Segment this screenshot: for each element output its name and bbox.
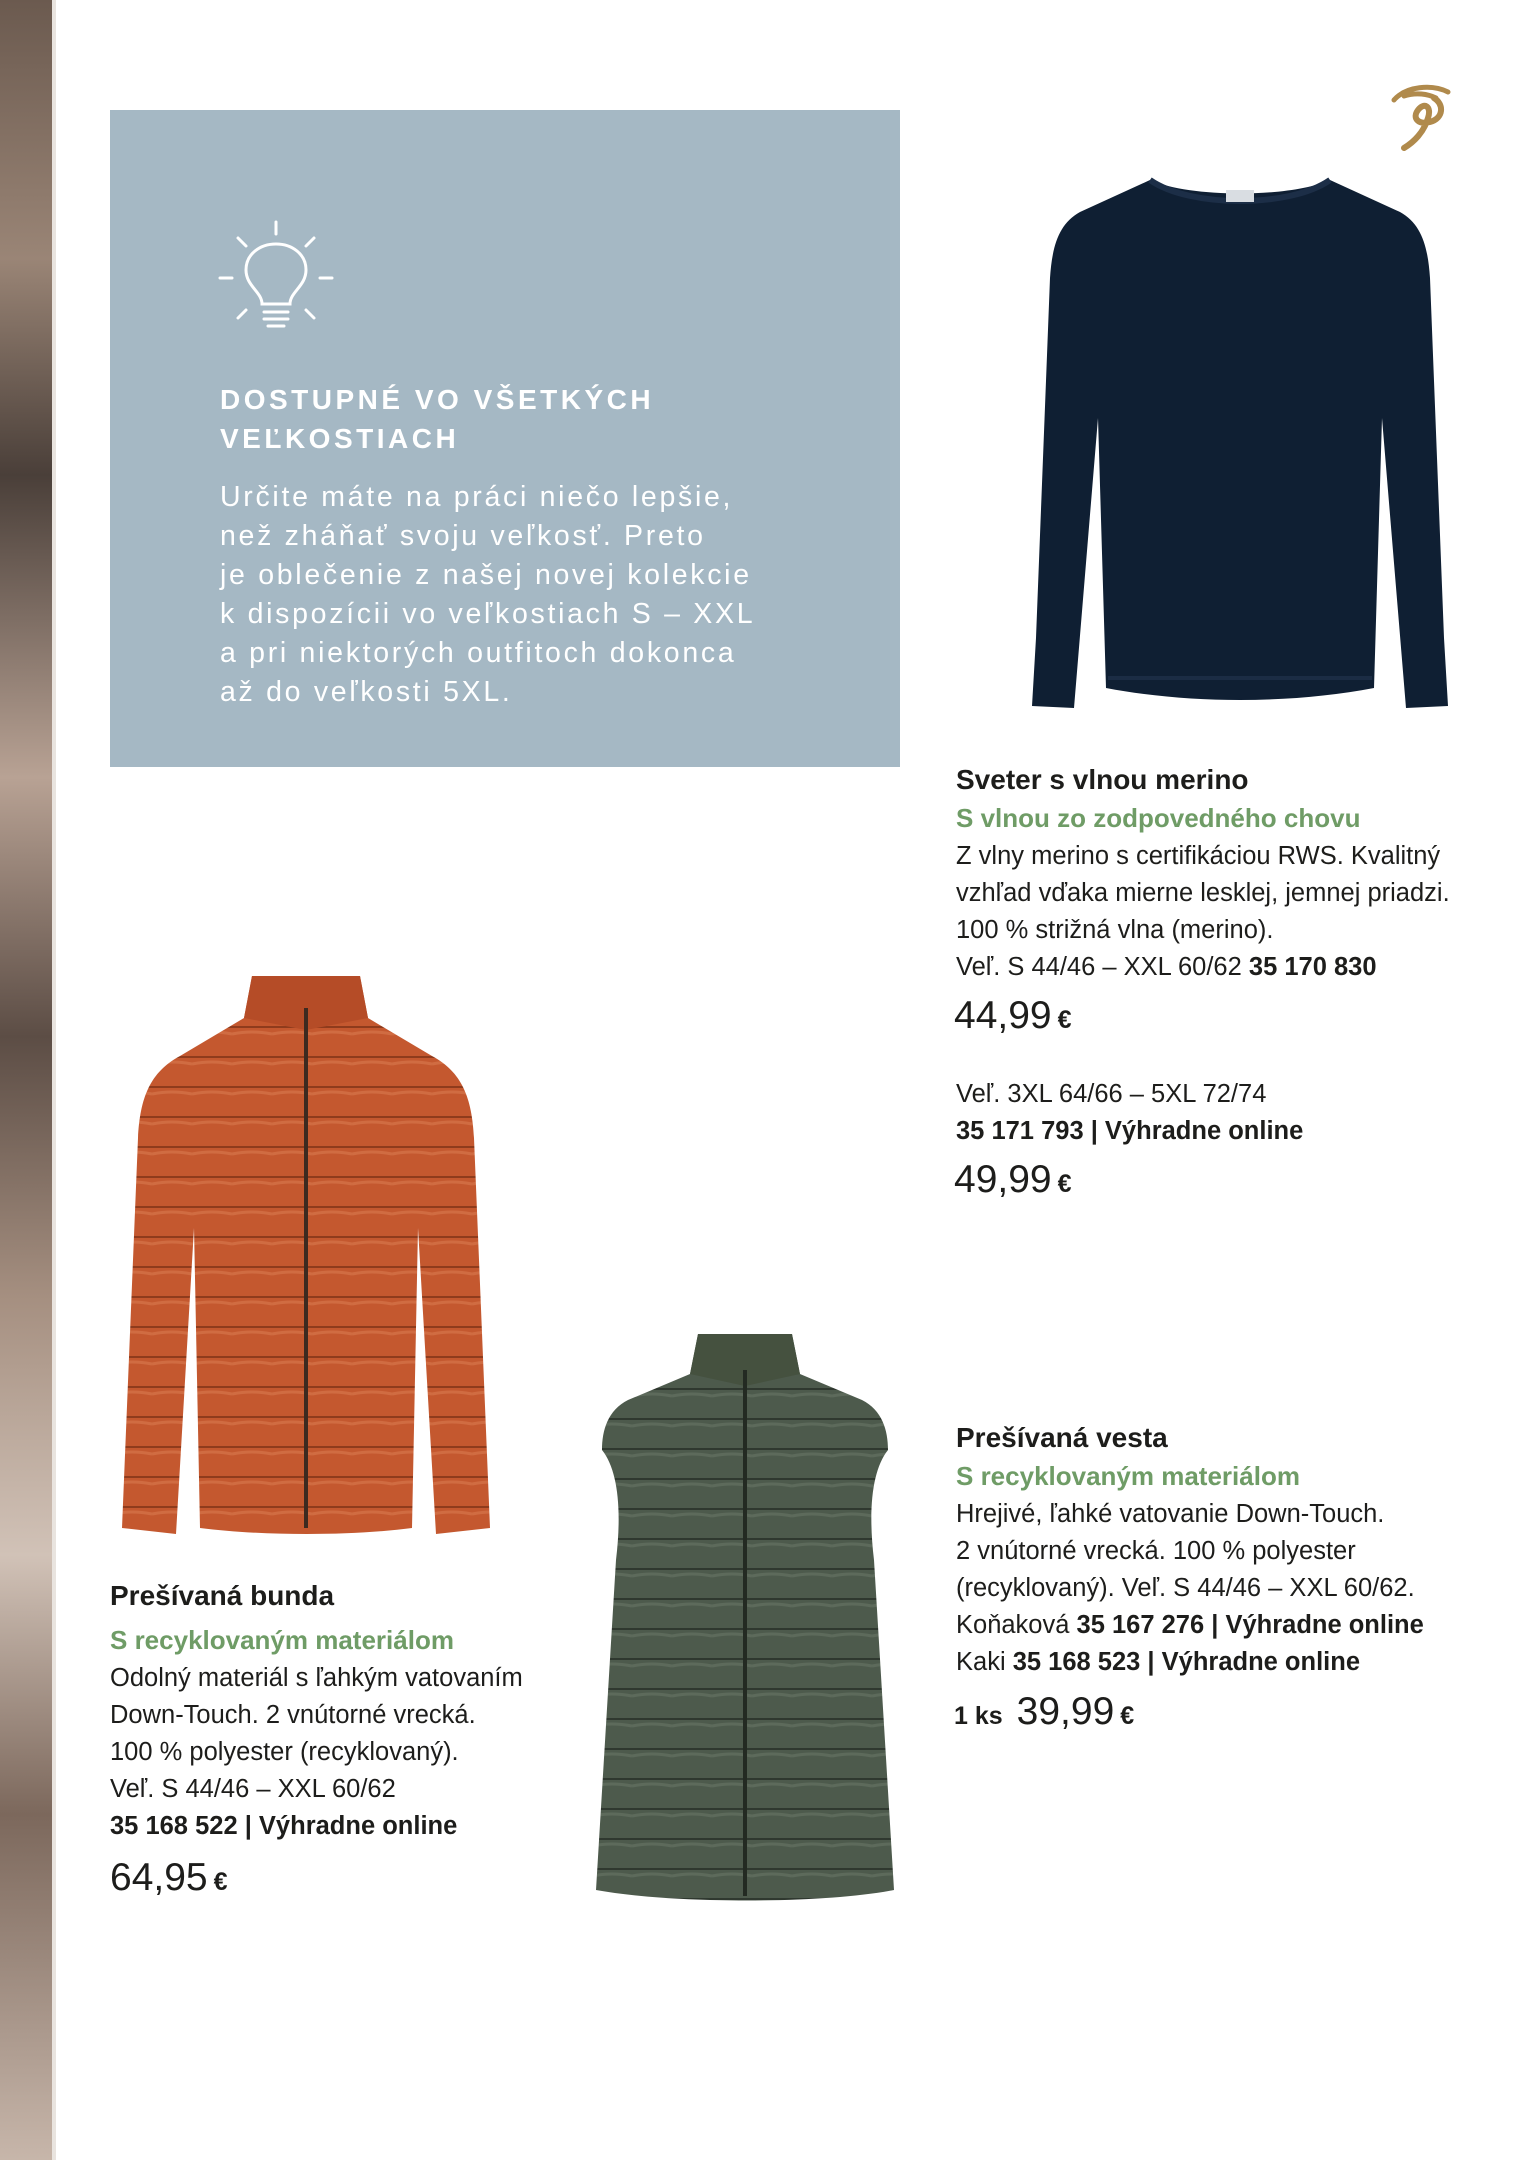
sweater-size2: Veľ. 3XL 64/66 – 5XL 72/74 (956, 1080, 1267, 1108)
jacket-desc-line: Veľ. S 44/46 – XXL 60/62 (110, 1775, 396, 1803)
sweater-desc-line: 100 % strižná vlna (merino). (956, 916, 1274, 944)
info-body-line: Určite máte na práci niečo lepšie, (220, 481, 734, 513)
left-photo-strip (0, 0, 56, 2160)
jacket-desc-line: Down-Touch. 2 vnútorné vrecká. (110, 1701, 476, 1729)
jacket-price-value: 64,95 (110, 1856, 208, 1899)
jacket-price (110, 1856, 228, 1904)
sweater-size1: Veľ. S 44/46 – XXL 60/62 (956, 953, 1242, 981)
vest-price-value: 39,99 (1016, 1690, 1115, 1733)
currency-symbol: € (213, 1868, 228, 1896)
currency-symbol: € (1057, 1006, 1072, 1034)
vest-desc-line: 2 vnútorné vrecká. 100 % polyester (956, 1537, 1356, 1565)
sweater-subtitle: S vlnou zo zodpovedného chovu (956, 803, 1361, 833)
vest-price (954, 1690, 1134, 1738)
vest-variant-line (956, 1644, 1360, 1681)
sweater-price2 (954, 1158, 1072, 1206)
vest-variant-line (956, 1607, 1424, 1644)
info-body-line: až do veľkosti 5XL. (220, 676, 513, 708)
info-body-line: než zháňať svoju veľkosť. Preto (220, 520, 706, 552)
jacket-desc-line: Odolný materiál s ľahkým vatovaním (110, 1664, 523, 1692)
info-body (220, 478, 820, 712)
vest-desc-line: (recyklovaný). Veľ. S 44/46 – XXL 60/62. (956, 1574, 1415, 1602)
jacket-desc-line: 100 % polyester (recyklovaný). (110, 1738, 459, 1766)
vest-code2: 35 168 523 | Výhradne online (1012, 1648, 1361, 1676)
info-body-line: k dispozícii vo veľkostiach S – XXL (220, 598, 756, 630)
jacket-subtitle: S recyklovaným materiálom (110, 1625, 454, 1655)
tchibo-logo-icon (1388, 78, 1454, 154)
sweater-title: Sveter s vlnou merino (956, 764, 1249, 795)
currency-symbol: € (1120, 1702, 1135, 1730)
quilted-jacket-image (112, 968, 500, 1536)
quilted-vest-image (592, 1330, 898, 1906)
info-title (220, 380, 780, 458)
sweater-desc-line: Z vlny merino s certifikáciou RWS. Kvalitný (956, 842, 1441, 870)
sweater-price2-value: 49,99 (954, 1158, 1052, 1201)
vest-code1: 35 167 276 | Výhradne online (1076, 1611, 1424, 1639)
merino-sweater-image (1030, 168, 1450, 714)
info-body-line: a pri niektorých outfitoch dokonca (220, 637, 737, 669)
vest-quantity: 1 ks (954, 1702, 1003, 1730)
vest-color1: Koňaková (956, 1611, 1070, 1639)
sweater-price1-value: 44,99 (954, 994, 1052, 1037)
sweater-price1 (954, 994, 1072, 1042)
sweater-code2-line: 35 171 793 | Výhradne online (956, 1117, 1304, 1145)
info-body-line: je oblečenie z našej novej kolekcie (220, 559, 752, 591)
info-title-line2: VEĽKOSTIACH (220, 423, 460, 454)
vest-desc-line: Hrejivé, ľahké vatovanie Down-Touch. (956, 1500, 1385, 1528)
vest-color2: Kaki (956, 1648, 1006, 1676)
sweater-desc-line: vzhľad vďaka mierne lesklej, jemnej priadzi. (956, 879, 1450, 907)
sizes-info-box (110, 110, 900, 767)
info-title-line1: DOSTUPNÉ VO VŠETKÝCH (220, 384, 655, 415)
lightbulb-icon (216, 218, 336, 338)
vest-subtitle: S recyklovaným materiálom (956, 1461, 1300, 1491)
sweater-code1: 35 170 830 (1248, 953, 1377, 981)
currency-symbol: € (1057, 1170, 1072, 1198)
jacket-code-line: 35 168 522 | Výhradne online (110, 1812, 458, 1840)
jacket-title: Prešívaná bunda (110, 1580, 335, 1611)
sweater-size-line (956, 949, 1377, 986)
vest-title: Prešívaná vesta (956, 1422, 1168, 1453)
